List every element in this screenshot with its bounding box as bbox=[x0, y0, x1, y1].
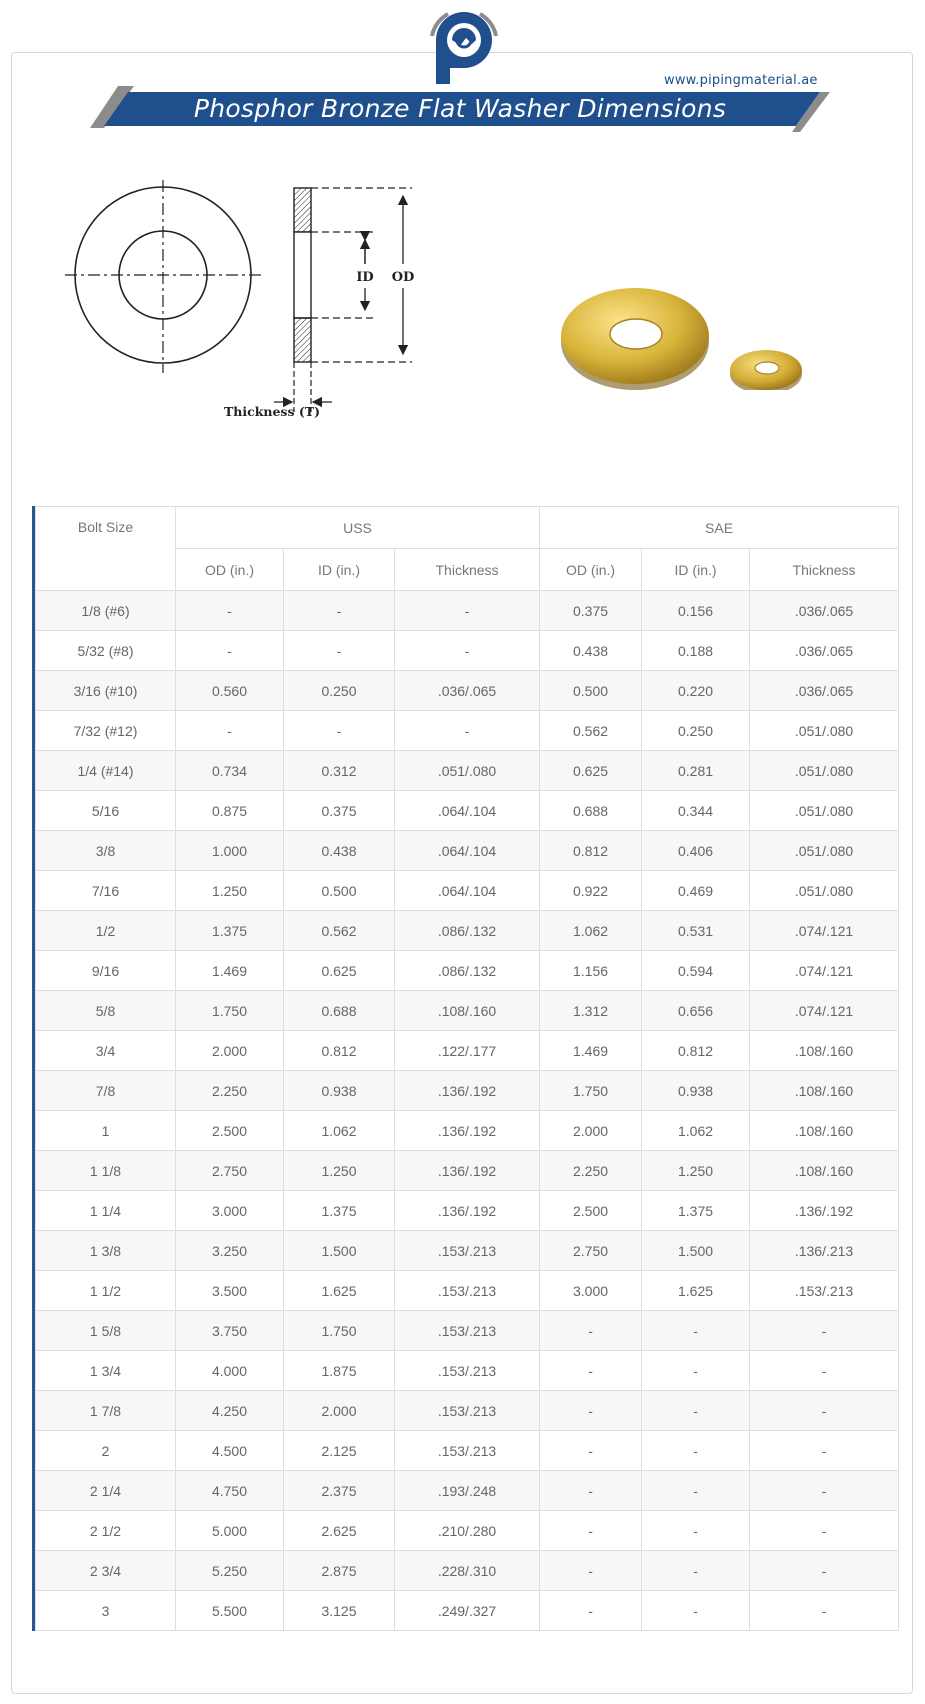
cell-uss-od: 4.250 bbox=[176, 1391, 284, 1431]
cell-uss-od: 1.469 bbox=[176, 951, 284, 991]
cell-uss-od: 3.500 bbox=[176, 1271, 284, 1311]
cell-sae-thickness: .036/.065 bbox=[750, 631, 899, 671]
table-row bbox=[36, 1191, 899, 1231]
cell-uss-od: 3.250 bbox=[176, 1231, 284, 1271]
cell-bolt-size: 1 5/8 bbox=[36, 1311, 176, 1351]
table-row bbox=[36, 1151, 899, 1191]
table-row bbox=[36, 591, 899, 631]
table-row bbox=[36, 1351, 899, 1391]
cell-bolt-size: 7/32 (#12) bbox=[36, 711, 176, 751]
cell-uss-od: 5.500 bbox=[176, 1591, 284, 1631]
cell-sae-od: 0.688 bbox=[540, 791, 642, 831]
cell-uss-thickness: .086/.132 bbox=[395, 951, 540, 991]
cell-uss-id: 0.312 bbox=[284, 751, 395, 791]
header-bolt-size: Bolt Size bbox=[36, 507, 176, 591]
cell-uss-thickness: .228/.310 bbox=[395, 1551, 540, 1591]
cell-uss-od: 1.375 bbox=[176, 911, 284, 951]
cell-uss-thickness: .153/.213 bbox=[395, 1391, 540, 1431]
cell-uss-id: 1.750 bbox=[284, 1311, 395, 1351]
cell-sae-od: 2.750 bbox=[540, 1231, 642, 1271]
header-uss-id: ID (in.) bbox=[284, 549, 395, 591]
cell-sae-id: - bbox=[642, 1511, 750, 1551]
cell-uss-od: 0.875 bbox=[176, 791, 284, 831]
cell-bolt-size: 1/4 (#14) bbox=[36, 751, 176, 791]
cell-uss-id: 0.500 bbox=[284, 871, 395, 911]
cell-uss-id: 1.875 bbox=[284, 1351, 395, 1391]
header-sae-id: ID (in.) bbox=[642, 549, 750, 591]
cell-sae-thickness: .051/.080 bbox=[750, 711, 899, 751]
cell-uss-thickness: - bbox=[395, 591, 540, 631]
cell-uss-thickness: .136/.192 bbox=[395, 1151, 540, 1191]
cell-uss-od: 2.000 bbox=[176, 1031, 284, 1071]
cell-uss-id: - bbox=[284, 711, 395, 751]
cell-uss-id: 1.500 bbox=[284, 1231, 395, 1271]
table-row bbox=[36, 671, 899, 711]
cell-sae-thickness: .036/.065 bbox=[750, 591, 899, 631]
cell-uss-id: 2.375 bbox=[284, 1471, 395, 1511]
cell-sae-thickness: .074/.121 bbox=[750, 991, 899, 1031]
table-row bbox=[36, 1231, 899, 1271]
cell-sae-thickness: - bbox=[750, 1431, 899, 1471]
cell-uss-thickness: .210/.280 bbox=[395, 1511, 540, 1551]
cell-uss-thickness: .153/.213 bbox=[395, 1351, 540, 1391]
cell-uss-thickness: .036/.065 bbox=[395, 671, 540, 711]
table-row bbox=[36, 1111, 899, 1151]
cell-sae-thickness: .051/.080 bbox=[750, 831, 899, 871]
cell-uss-thickness: .051/.080 bbox=[395, 751, 540, 791]
cell-uss-id: 0.812 bbox=[284, 1031, 395, 1071]
cell-sae-od: - bbox=[540, 1471, 642, 1511]
cell-sae-thickness: - bbox=[750, 1511, 899, 1551]
cell-uss-id: 0.688 bbox=[284, 991, 395, 1031]
cell-bolt-size: 7/16 bbox=[36, 871, 176, 911]
cell-sae-od: - bbox=[540, 1311, 642, 1351]
cell-sae-od: 0.500 bbox=[540, 671, 642, 711]
cell-sae-od: 0.625 bbox=[540, 751, 642, 791]
table-row bbox=[36, 1391, 899, 1431]
cell-sae-id: 0.220 bbox=[642, 671, 750, 711]
cell-uss-thickness: .153/.213 bbox=[395, 1231, 540, 1271]
washer-dimension-diagram bbox=[60, 180, 480, 470]
cell-sae-od: 0.812 bbox=[540, 831, 642, 871]
cell-uss-od: 2.500 bbox=[176, 1111, 284, 1151]
cell-uss-id: 0.438 bbox=[284, 831, 395, 871]
cell-sae-od: 1.312 bbox=[540, 991, 642, 1031]
cell-uss-id: 3.125 bbox=[284, 1591, 395, 1631]
cell-uss-od: 3.750 bbox=[176, 1311, 284, 1351]
cell-sae-id: - bbox=[642, 1591, 750, 1631]
cell-bolt-size: 5/16 bbox=[36, 791, 176, 831]
cell-uss-thickness: .108/.160 bbox=[395, 991, 540, 1031]
cell-bolt-size: 9/16 bbox=[36, 951, 176, 991]
cell-bolt-size: 1/2 bbox=[36, 911, 176, 951]
cell-bolt-size: 1 7/8 bbox=[36, 1391, 176, 1431]
table-row bbox=[36, 1551, 899, 1591]
cell-uss-od: - bbox=[176, 711, 284, 751]
cell-bolt-size: 3/8 bbox=[36, 831, 176, 871]
cell-uss-id: 1.062 bbox=[284, 1111, 395, 1151]
cell-uss-thickness: - bbox=[395, 711, 540, 751]
cell-uss-thickness: .193/.248 bbox=[395, 1471, 540, 1511]
cell-bolt-size: 7/8 bbox=[36, 1071, 176, 1111]
cell-sae-id: 1.375 bbox=[642, 1191, 750, 1231]
cell-uss-thickness: .086/.132 bbox=[395, 911, 540, 951]
cell-sae-thickness: .036/.065 bbox=[750, 671, 899, 711]
cell-sae-od: 0.438 bbox=[540, 631, 642, 671]
cell-sae-od: - bbox=[540, 1391, 642, 1431]
cell-uss-id: 2.875 bbox=[284, 1551, 395, 1591]
brass-washers-image bbox=[560, 250, 830, 390]
cell-bolt-size: 1 1/4 bbox=[36, 1191, 176, 1231]
cell-sae-od: - bbox=[540, 1591, 642, 1631]
cell-sae-id: 0.344 bbox=[642, 791, 750, 831]
cell-sae-thickness: .153/.213 bbox=[750, 1271, 899, 1311]
cell-sae-thickness: .136/.192 bbox=[750, 1191, 899, 1231]
cell-bolt-size: 2 1/2 bbox=[36, 1511, 176, 1551]
cell-sae-thickness: .108/.160 bbox=[750, 1111, 899, 1151]
table-row bbox=[36, 1311, 899, 1351]
cell-sae-od: 0.922 bbox=[540, 871, 642, 911]
table-row bbox=[36, 911, 899, 951]
cell-sae-od: 1.750 bbox=[540, 1071, 642, 1111]
header-uss-thickness: Thickness bbox=[395, 549, 540, 591]
cell-sae-id: 1.062 bbox=[642, 1111, 750, 1151]
cell-uss-id: 0.625 bbox=[284, 951, 395, 991]
cell-sae-od: 1.469 bbox=[540, 1031, 642, 1071]
table-row bbox=[36, 791, 899, 831]
cell-bolt-size: 1 bbox=[36, 1111, 176, 1151]
cell-uss-od: 5.000 bbox=[176, 1511, 284, 1551]
header-sae-thickness: Thickness bbox=[750, 549, 899, 591]
cell-sae-id: 1.250 bbox=[642, 1151, 750, 1191]
header-uss: USS bbox=[176, 507, 540, 549]
table-row bbox=[36, 1471, 899, 1511]
cell-uss-thickness: .064/.104 bbox=[395, 871, 540, 911]
cell-uss-od: - bbox=[176, 591, 284, 631]
cell-bolt-size: 5/32 (#8) bbox=[36, 631, 176, 671]
cell-sae-thickness: .051/.080 bbox=[750, 751, 899, 791]
table-row bbox=[36, 1591, 899, 1631]
table-row bbox=[36, 711, 899, 751]
header-sae-od: OD (in.) bbox=[540, 549, 642, 591]
dimensions-table-container bbox=[32, 506, 901, 1631]
cell-sae-od: - bbox=[540, 1351, 642, 1391]
cell-sae-id: 0.188 bbox=[642, 631, 750, 671]
cell-uss-id: - bbox=[284, 631, 395, 671]
cell-uss-thickness: .136/.192 bbox=[395, 1191, 540, 1231]
cell-uss-od: 4.750 bbox=[176, 1471, 284, 1511]
cell-sae-thickness: - bbox=[750, 1471, 899, 1511]
cell-uss-id: 0.938 bbox=[284, 1071, 395, 1111]
cell-sae-id: 1.500 bbox=[642, 1231, 750, 1271]
cell-sae-thickness: - bbox=[750, 1551, 899, 1591]
cell-sae-thickness: .108/.160 bbox=[750, 1031, 899, 1071]
cell-uss-od: 2.750 bbox=[176, 1151, 284, 1191]
cell-uss-id: 1.250 bbox=[284, 1151, 395, 1191]
cell-sae-id: 0.281 bbox=[642, 751, 750, 791]
cell-uss-thickness: .136/.192 bbox=[395, 1071, 540, 1111]
table-row bbox=[36, 751, 899, 791]
table-row bbox=[36, 1431, 899, 1471]
cell-uss-id: 0.250 bbox=[284, 671, 395, 711]
washer-dimensions-table bbox=[35, 506, 899, 1631]
cell-uss-thickness: .249/.327 bbox=[395, 1591, 540, 1631]
cell-sae-od: 2.500 bbox=[540, 1191, 642, 1231]
cell-bolt-size: 2 3/4 bbox=[36, 1551, 176, 1591]
cell-sae-od: 1.156 bbox=[540, 951, 642, 991]
cell-sae-thickness: .051/.080 bbox=[750, 871, 899, 911]
cell-bolt-size: 2 1/4 bbox=[36, 1471, 176, 1511]
page-title: Phosphor Bronze Flat Washer Dimensions bbox=[193, 94, 727, 123]
header-sae: SAE bbox=[540, 507, 899, 549]
cell-uss-thickness: .122/.177 bbox=[395, 1031, 540, 1071]
cell-sae-thickness: .108/.160 bbox=[750, 1071, 899, 1111]
cell-sae-od: 1.062 bbox=[540, 911, 642, 951]
cell-sae-od: 2.250 bbox=[540, 1151, 642, 1191]
cell-uss-thickness: .153/.213 bbox=[395, 1311, 540, 1351]
cell-sae-id: - bbox=[642, 1351, 750, 1391]
cell-bolt-size: 1 3/8 bbox=[36, 1231, 176, 1271]
cell-uss-thickness: .153/.213 bbox=[395, 1431, 540, 1471]
cell-sae-od: 0.375 bbox=[540, 591, 642, 631]
header-uss-od: OD (in.) bbox=[176, 549, 284, 591]
cell-bolt-size: 1 3/4 bbox=[36, 1351, 176, 1391]
cell-sae-thickness: .136/.213 bbox=[750, 1231, 899, 1271]
cell-uss-thickness: .136/.192 bbox=[395, 1111, 540, 1151]
cell-bolt-size: 1 1/8 bbox=[36, 1151, 176, 1191]
table-row bbox=[36, 831, 899, 871]
cell-sae-thickness: - bbox=[750, 1591, 899, 1631]
cell-uss-od: - bbox=[176, 631, 284, 671]
cell-sae-od: - bbox=[540, 1511, 642, 1551]
cell-sae-id: 0.594 bbox=[642, 951, 750, 991]
cell-sae-id: - bbox=[642, 1431, 750, 1471]
cell-bolt-size: 2 bbox=[36, 1431, 176, 1471]
cell-uss-id: 0.375 bbox=[284, 791, 395, 831]
cell-uss-od: 1.750 bbox=[176, 991, 284, 1031]
cell-sae-id: 0.406 bbox=[642, 831, 750, 871]
cell-uss-thickness: - bbox=[395, 631, 540, 671]
brand-logo-icon bbox=[428, 10, 500, 88]
cell-uss-id: 2.125 bbox=[284, 1431, 395, 1471]
cell-uss-od: 4.500 bbox=[176, 1431, 284, 1471]
cell-uss-od: 1.250 bbox=[176, 871, 284, 911]
table-row bbox=[36, 1031, 899, 1071]
cell-bolt-size: 1 1/2 bbox=[36, 1271, 176, 1311]
cell-sae-thickness: - bbox=[750, 1351, 899, 1391]
cell-sae-thickness: - bbox=[750, 1311, 899, 1351]
cell-uss-id: 1.625 bbox=[284, 1271, 395, 1311]
cell-sae-thickness: .074/.121 bbox=[750, 951, 899, 991]
od-label: OD bbox=[391, 270, 415, 285]
cell-uss-od: 1.000 bbox=[176, 831, 284, 871]
table-row bbox=[36, 1511, 899, 1551]
cell-sae-id: - bbox=[642, 1551, 750, 1591]
table-body bbox=[36, 591, 899, 1631]
site-url[interactable]: www.pipingmaterial.ae bbox=[664, 73, 818, 88]
cell-uss-od: 3.000 bbox=[176, 1191, 284, 1231]
cell-bolt-size: 3 bbox=[36, 1591, 176, 1631]
table-row bbox=[36, 631, 899, 671]
cell-uss-od: 2.250 bbox=[176, 1071, 284, 1111]
cell-sae-od: 2.000 bbox=[540, 1111, 642, 1151]
cell-sae-thickness: .074/.121 bbox=[750, 911, 899, 951]
cell-bolt-size: 5/8 bbox=[36, 991, 176, 1031]
cell-sae-od: 0.562 bbox=[540, 711, 642, 751]
cell-uss-id: 2.000 bbox=[284, 1391, 395, 1431]
cell-sae-id: - bbox=[642, 1311, 750, 1351]
cell-sae-id: - bbox=[642, 1471, 750, 1511]
cell-uss-id: - bbox=[284, 591, 395, 631]
cell-sae-id: - bbox=[642, 1391, 750, 1431]
table-row bbox=[36, 1271, 899, 1311]
cell-sae-id: 1.625 bbox=[642, 1271, 750, 1311]
cell-bolt-size: 3/16 (#10) bbox=[36, 671, 176, 711]
cell-bolt-size: 1/8 (#6) bbox=[36, 591, 176, 631]
cell-sae-id: 0.938 bbox=[642, 1071, 750, 1111]
cell-sae-id: 0.469 bbox=[642, 871, 750, 911]
cell-uss-id: 0.562 bbox=[284, 911, 395, 951]
table-row bbox=[36, 991, 899, 1031]
cell-uss-id: 2.625 bbox=[284, 1511, 395, 1551]
cell-sae-thickness: .051/.080 bbox=[750, 791, 899, 831]
cell-sae-id: 0.812 bbox=[642, 1031, 750, 1071]
cell-uss-id: 1.375 bbox=[284, 1191, 395, 1231]
cell-uss-od: 0.734 bbox=[176, 751, 284, 791]
table-row bbox=[36, 1071, 899, 1111]
cell-uss-od: 4.000 bbox=[176, 1351, 284, 1391]
cell-sae-thickness: .108/.160 bbox=[750, 1151, 899, 1191]
table-row bbox=[36, 951, 899, 991]
cell-sae-id: 0.656 bbox=[642, 991, 750, 1031]
cell-uss-od: 0.560 bbox=[176, 671, 284, 711]
cell-sae-id: 0.250 bbox=[642, 711, 750, 751]
cell-bolt-size: 3/4 bbox=[36, 1031, 176, 1071]
cell-sae-id: 0.531 bbox=[642, 911, 750, 951]
cell-uss-thickness: .064/.104 bbox=[395, 791, 540, 831]
cell-uss-thickness: .153/.213 bbox=[395, 1271, 540, 1311]
cell-sae-thickness: - bbox=[750, 1391, 899, 1431]
table-row bbox=[36, 871, 899, 911]
id-label: ID bbox=[356, 270, 374, 285]
cell-uss-thickness: .064/.104 bbox=[395, 831, 540, 871]
cell-sae-id: 0.156 bbox=[642, 591, 750, 631]
cell-uss-od: 5.250 bbox=[176, 1551, 284, 1591]
cell-sae-od: - bbox=[540, 1551, 642, 1591]
cell-sae-od: - bbox=[540, 1431, 642, 1471]
thickness-label: Thickness (T) bbox=[223, 404, 321, 419]
cell-sae-od: 3.000 bbox=[540, 1271, 642, 1311]
